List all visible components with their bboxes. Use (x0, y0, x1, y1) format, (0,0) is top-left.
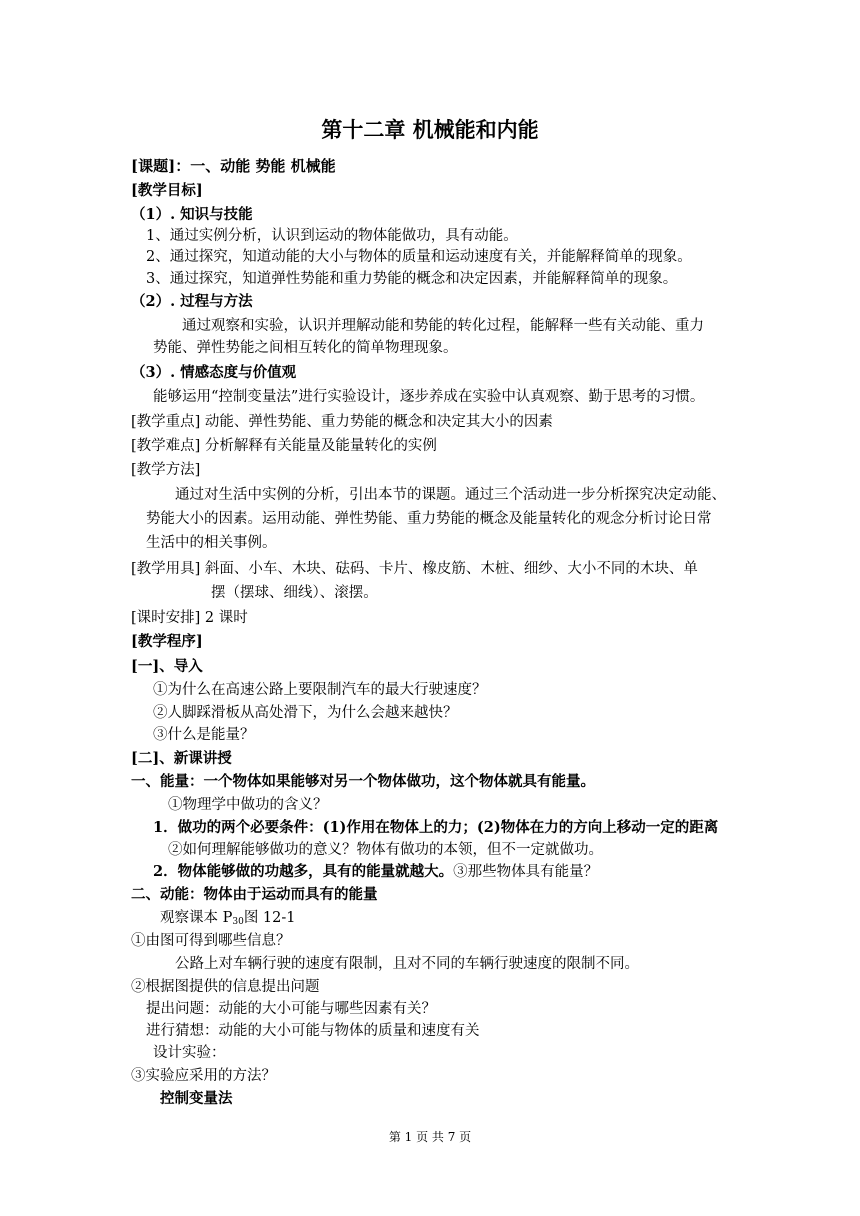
method-text-line: 通过对生活中实例的分析，引出本节的课题。通过三个活动进一步分析探究决定动能、 (175, 487, 726, 503)
hypothesis: 进行猜想：动能的大小可能与物体的质量和速度有关 (146, 1023, 480, 1039)
question-info: ①由图可得到哪些信息？ (131, 933, 291, 949)
key-points: [教学重点] 动能、弹性势能、重力势能的概念和决定其大小的因素 (131, 414, 553, 430)
goal1-item: 3、通过探究，知道弹性势能和重力势能的概念和决定因素，并能解释简单的现象。 (146, 271, 678, 287)
kinetic-definition: 二、动能：物体由于运动而具有的能量 (131, 886, 378, 903)
intro-question: ②人脚踩滑板从高处滑下，为什么会越来越快？ (153, 705, 458, 721)
tools-line: [教学用具] 斜面、小车、木块、砝码、卡片、橡皮筋、木桩、细纱、大小不同的木块、单 (131, 561, 698, 577)
goal1-item: 1、通过实例分析，认识到运动的物体能做功，具有动能。 (146, 228, 518, 244)
observe-figure-ref: 图 12-1 (243, 910, 296, 926)
question-ask: ②根据图提供的信息提出问题 (131, 979, 320, 995)
method-heading: [教学方法] (131, 462, 201, 478)
difficulties: [教学难点] 分析解释有关能量及能量转化的实例 (131, 438, 437, 454)
observe-page-subscript: 30 (232, 917, 244, 927)
goal2-heading: （2）. 过程与方法 (131, 293, 253, 310)
more-work-line (153, 862, 598, 882)
method-text-line: 生活中的相关事例。 (146, 535, 277, 551)
work-conditions: 1．做功的两个必要条件：(1)作用在物体上的力；(2)物体在力的方向上移动一定的距离 (153, 819, 719, 836)
goal2-text-line: 势能、弹性势能之间相互转化的简单物理现象。 (153, 340, 458, 356)
energy-definition: 一、能量：一个物体如果能够对另一个物体做功，这个物体就具有能量。 (131, 773, 595, 790)
goals-heading: [教学目标] (131, 182, 203, 199)
method-text-line: 势能大小的因素。运用动能、弹性势能、重力势能的概念及能量转化的观念分析讨论日常 (146, 511, 712, 527)
goal2-text-line: 通过观察和实验，认识并理解动能和势能的转化过程，能解释一些有关动能、重力 (182, 318, 704, 334)
question-method: ③实验应采用的方法？ (131, 1068, 276, 1084)
observe-prefix: 观察课本 P (160, 910, 233, 926)
tools-line: 摆（摆球、细线）、滚摆。 (211, 585, 378, 601)
procedure-heading: [教学程序] (131, 633, 203, 650)
goal3-text: 能够运用“控制变量法”进行实验设计，逐步养成在实验中认真观察、勤于思考的习惯。 (153, 389, 705, 405)
question-work-meaning: ①物理学中做功的含义？ (168, 797, 328, 813)
question-understand-work: ②如何理解能够做功的意义？物体有做功的本领，但不一定就做功。 (168, 842, 603, 858)
answer-info: 公路上对车辆行驶的速度有限制，且对不同的车辆行驶速度的限制不同。 (175, 956, 639, 972)
intro-question: ①为什么在高速公路上要限制汽车的最大行驶速度？ (153, 682, 487, 698)
observe-figure (160, 908, 296, 932)
goal1-item: 2、通过探究，知道动能的大小与物体的质量和运动速度有关，并能解释简单的现象。 (146, 249, 692, 265)
method-answer: 控制变量法 (160, 1090, 233, 1107)
page-footer: 第 1 页 共 7 页 (388, 1130, 472, 1144)
design-experiment: 设计实验： (153, 1045, 226, 1061)
chapter-title: 第十二章 机械能和内能 (321, 118, 539, 142)
goal1-heading: （1）. 知识与技能 (131, 206, 253, 223)
lesson-topic: [课题]：一、动能 势能 机械能 (131, 157, 336, 175)
more-work-statement: 2．物体能够做的功越多，具有的能量就越大。 (153, 863, 454, 880)
question-which-objects: ③那些物体具有能量？ (453, 864, 599, 880)
new-lesson-heading: [二]、新课讲授 (131, 750, 232, 767)
goal3-heading: （3）. 情感态度与价值观 (131, 364, 297, 381)
intro-heading: [一]、导入 (131, 658, 203, 675)
intro-question: ③什么是能量？ (153, 727, 255, 743)
ask-question: 提出问题：动能的大小可能与哪些因素有关？ (146, 1001, 436, 1017)
schedule: [课时安排] 2 课时 (131, 610, 248, 626)
